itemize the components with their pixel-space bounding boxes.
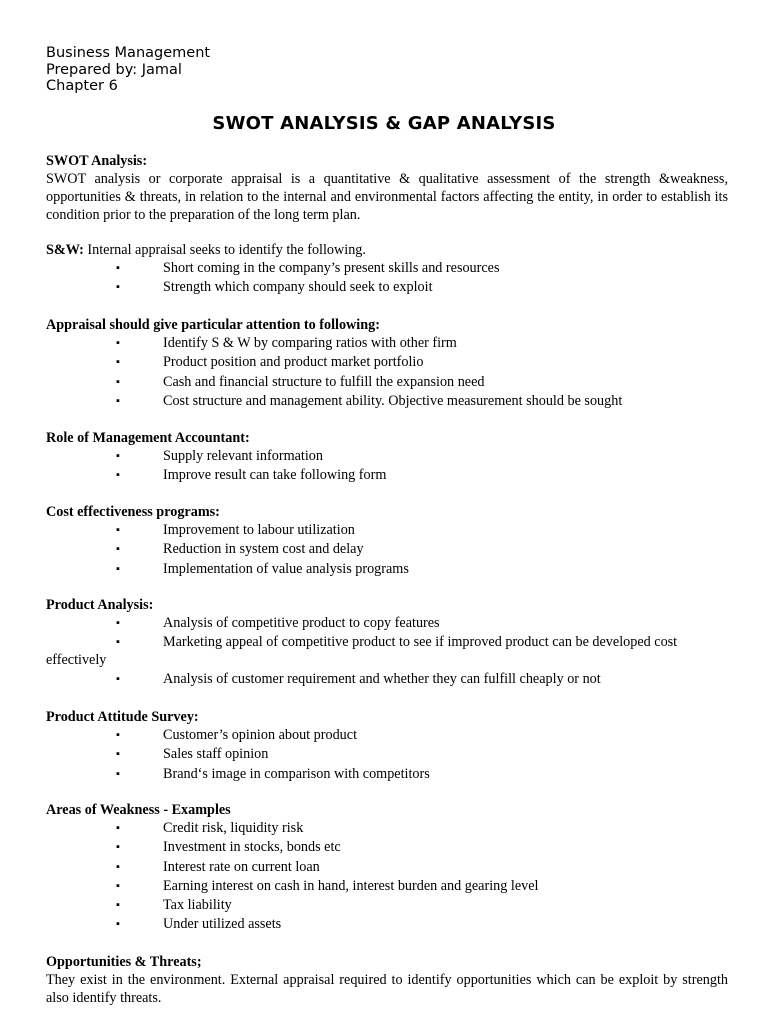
section-heading: Appraisal should give particular attention to following: bbox=[46, 317, 380, 333]
bullet-icon: ▪ bbox=[116, 748, 120, 761]
section-role bbox=[46, 429, 728, 486]
bullet-icon: ▪ bbox=[116, 543, 120, 556]
bullet-list bbox=[46, 726, 728, 784]
section-heading: Opportunities & Threats; bbox=[46, 954, 202, 970]
section-cost bbox=[46, 503, 728, 579]
list-item: ▪ Cash and financial structure to fulfill the expansion need bbox=[116, 373, 485, 390]
bullet-icon: ▪ bbox=[116, 636, 120, 649]
list-item: ▪ Earning interest on cash in hand, interest burden and gearing level bbox=[116, 877, 539, 894]
document-header bbox=[46, 45, 210, 95]
list-item: ▪ Customer’s opinion about product bbox=[116, 727, 358, 743]
section-intro-text: Internal appraisal seeks to identify the following. bbox=[83, 242, 366, 258]
bullet-icon: ▪ bbox=[116, 918, 120, 931]
list-item: ▪ Brand‘s image in comparison with competitors bbox=[116, 765, 430, 782]
bullet-icon: ▪ bbox=[116, 729, 120, 741]
bullet-icon: ▪ bbox=[116, 767, 120, 780]
list-item: ▪ Investment in stocks, bonds etc bbox=[116, 839, 341, 856]
list-item: ▪ Sales staff opinion bbox=[116, 746, 269, 763]
section-attitude bbox=[46, 708, 728, 784]
section-weakness bbox=[46, 801, 728, 935]
bullet-list bbox=[46, 334, 728, 411]
section-heading: Product Attitude Survey: bbox=[46, 709, 199, 725]
bullet-list bbox=[46, 521, 728, 579]
section-heading: Product Analysis: bbox=[46, 597, 154, 613]
section-intro bbox=[46, 241, 728, 259]
bullet-icon: ▪ bbox=[116, 879, 120, 892]
header-chapter: Chapter 6 bbox=[46, 78, 118, 94]
list-item: ▪ Supply relevant information bbox=[116, 448, 323, 464]
bullet-icon: ▪ bbox=[116, 337, 120, 349]
bullet-icon: ▪ bbox=[116, 262, 120, 274]
bullet-icon: ▪ bbox=[116, 375, 120, 388]
section-paragraph: SWOT analysis or corporate appraisal is a quantitative & qualitative assessment of the strength &weakness, opportunities & threats, in relation to the internal and environmental factors affecting the entity, in order to establish its condition prior to the preparation of the long term plan. bbox=[46, 171, 728, 223]
list-item: ▪ Tax liability bbox=[116, 897, 232, 914]
bullet-icon: ▪ bbox=[116, 899, 120, 912]
section-product-analysis bbox=[46, 596, 728, 690]
list-item: ▪ Credit risk, liquidity risk bbox=[116, 820, 304, 836]
bullet-icon: ▪ bbox=[116, 450, 120, 462]
section-heading: Cost effectiveness programs: bbox=[46, 504, 220, 520]
header-course: Business Management bbox=[46, 45, 211, 61]
list-item: ▪ Analysis of customer requirement and whether they can fulfill cheaply or not bbox=[116, 671, 601, 688]
bullet-icon: ▪ bbox=[116, 617, 120, 629]
list-item: ▪ Product position and product market portfolio bbox=[116, 354, 424, 371]
section-sw bbox=[46, 241, 728, 298]
list-item: ▪ Short coming in the company’s present skills and resources bbox=[116, 260, 500, 276]
bullet-icon: ▪ bbox=[116, 841, 120, 854]
section-appraisal bbox=[46, 316, 728, 411]
bullet-icon: ▪ bbox=[116, 562, 120, 575]
section-swot bbox=[46, 152, 728, 224]
bullet-list bbox=[46, 259, 728, 298]
list-item: ▪ Implementation of value analysis programs bbox=[116, 560, 409, 577]
bullet-icon: ▪ bbox=[116, 822, 120, 834]
section-heading: SWOT Analysis: bbox=[46, 153, 148, 169]
list-item: ▪ Interest rate on current loan bbox=[116, 858, 320, 875]
section-heading: Areas of Weakness - Examples bbox=[46, 802, 231, 818]
bullet-list bbox=[46, 614, 728, 690]
section-paragraph: They exist in the environment. External appraisal required to identify opportunities which can be exploit by strength also identify threats. bbox=[46, 972, 728, 1006]
bullet-icon: ▪ bbox=[116, 469, 120, 482]
bullet-icon: ▪ bbox=[116, 394, 120, 407]
list-item: ▪ Cost structure and management ability. Objective measurement should be sought bbox=[116, 392, 623, 409]
section-opportunities bbox=[46, 953, 728, 1007]
list-item: ▪ Marketing appeal of competitive product to see if improved product can be developed cost effectively bbox=[46, 634, 678, 669]
list-item: ▪ Analysis of competitive product to copy features bbox=[116, 615, 440, 631]
bullet-list bbox=[46, 447, 728, 486]
bullet-icon: ▪ bbox=[116, 860, 120, 873]
list-item: ▪ Under utilized assets bbox=[116, 916, 282, 933]
list-item: ▪ Improve result can take following form bbox=[116, 467, 387, 484]
list-item: ▪ Reduction in system cost and delay bbox=[116, 541, 364, 558]
section-label: S&W: bbox=[46, 242, 84, 258]
document-title: SWOT ANALYSIS & GAP ANALYSIS bbox=[212, 113, 556, 134]
bullet-icon: ▪ bbox=[116, 673, 120, 686]
bullet-icon: ▪ bbox=[116, 281, 120, 294]
section-heading: Role of Management Accountant: bbox=[46, 430, 250, 446]
header-author: Prepared by: Jamal bbox=[46, 61, 182, 78]
list-item: ▪ Strength which company should seek to exploit bbox=[116, 279, 433, 296]
bullet-icon: ▪ bbox=[116, 356, 120, 369]
bullet-list bbox=[46, 819, 728, 935]
bullet-icon: ▪ bbox=[116, 524, 120, 536]
list-item: ▪ Identify S & W by comparing ratios with other firm bbox=[116, 335, 457, 351]
list-item: ▪ Improvement to labour utilization bbox=[116, 522, 355, 538]
